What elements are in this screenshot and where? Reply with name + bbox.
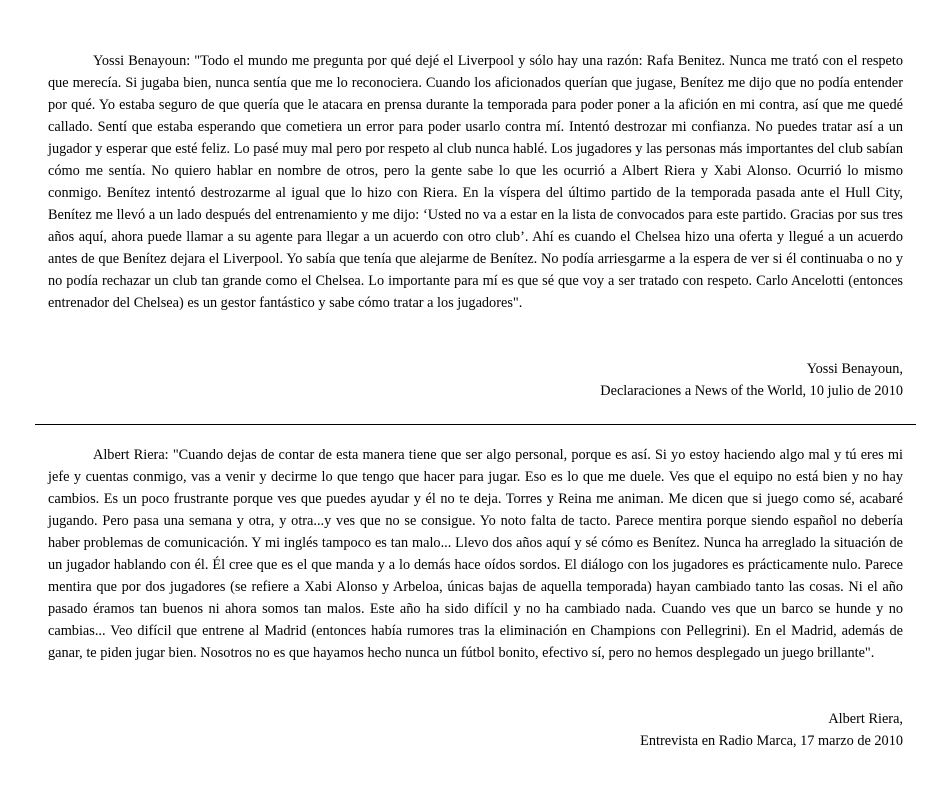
attribution-riera [640,708,903,752]
attribution-name: Yossi Benayoun, [806,361,903,377]
attribution-name: Albert Riera, [828,711,903,727]
quote-text: Albert Riera: "Cuando dejas de contar de esta manera tiene que ser algo personal, porque es así. Si yo estoy haciendo algo mal y tú eres mi jefe y cuentas conmigo, vas a venir y decirme lo que tengo que hacer para jugar. Eso es lo que me duele. Ves que el equipo no está bien y no hay cambios. Es un poco frustrante porque ves que puedes ayudar y él no te deja. Torres y Reina me animan. Me dicen que si juego como sé, acabaré jugando. Pero pasa una semana y otra, y otra...y ves que no se consigue. Yo noto falta de tacto. Parece mentira porque siendo español no debería haber problemas de comunicación. Y mi inglés tampoco es tan malo... Llevo dos años aquí y sé cómo es Benítez. Nunca ha arreglado la situación de un jugador hablando con él. Él cree que es el que manda y a lo demás hace oídos sordos. El diálogo con los jugadores es prácticamente nulo. Parece mentira que por dos jugadores (se refiere a Xabi Alonso y Arbeloa, únicas bajas de aquella temporada) hayan cambiado tanto las cosas. Ni el año pasado éramos tan buenos ni ahora somos tan malos. Este año ha sido difícil y no ha cambiado nada. Cuando ves que un barco se hunde y no cambias... Veo difícil que entrene al Madrid (entonces había rumores tras la eliminación en Champions con Pellegrini). En el Madrid, además de ganar, te piden jugar bien. Nosotros no es que hayamos hecho nunca un fútbol bonito, efectivo sí, pero no hemos desplegado un juego brillante". [48,447,903,661]
attribution-source: Declaraciones a News of the World, 10 julio de 2010 [600,383,903,399]
quote-benayoun [48,50,903,314]
quote-riera [48,444,903,664]
quote-text: Yossi Benayoun: "Todo el mundo me pregunta por qué dejé el Liverpool y sólo hay una razón: Rafa Benitez. Nunca me trató con el respeto que merecía. Si jugaba bien, nunca sentía que me lo reconociera. Cuando los aficionados querían que jugase, Benítez me dijo que no podía entender por qué. Yo estaba seguro de que quería que le atacara en prensa durante la temporada para poder poner a la afición en mi contra, así que me quedé callado. Sentí que estaba esperando que cometiera un error para poder usarlo contra mí. Intentó destrozar mi confianza. No puedes tratar así a un jugador y esperar que esté feliz. Lo pasé muy mal pero por respeto al club nunca hablé. Los jugadores y las personas más importantes del club sabían cómo me sentía. No quiero hablar en nombre de otros, pero la gente sabe lo que les ocurrió a Albert Riera y Xabi Alonso. Ocurrió lo mismo conmigo. Benítez intentó destrozarme al igual que lo hizo con Riera. En la víspera del último partido de la temporada pasada ante el Hull City, Benítez me llevó a un lado después del entrenamiento y me dijo: ‘Usted no va a estar en la lista de convocados para este partido. Gracias por sus tres años aquí, ahora puede llamar a su agente para llegar a un acuerdo con otro club’. Ahí es cuando el Chelsea hizo una oferta y llegué a un acuerdo antes de que Benítez dejara el Liverpool. Yo sabía que tenía que alejarme de Benítez. No podía arriesgarme a la espera de ver si él continuaba o no y no podía rechazar un club tan grande como el Chelsea. Lo importante para mí es que sé que voy a ser tratado con respeto. Carlo Ancelotti (entonces entrenador del Chelsea) es un gestor fantástico y sabe cómo tratar a los jugadores". [48,53,903,311]
attribution-source: Entrevista en Radio Marca, 17 marzo de 2010 [640,733,903,749]
attribution-benayoun [600,358,903,402]
section-divider [35,424,916,425]
